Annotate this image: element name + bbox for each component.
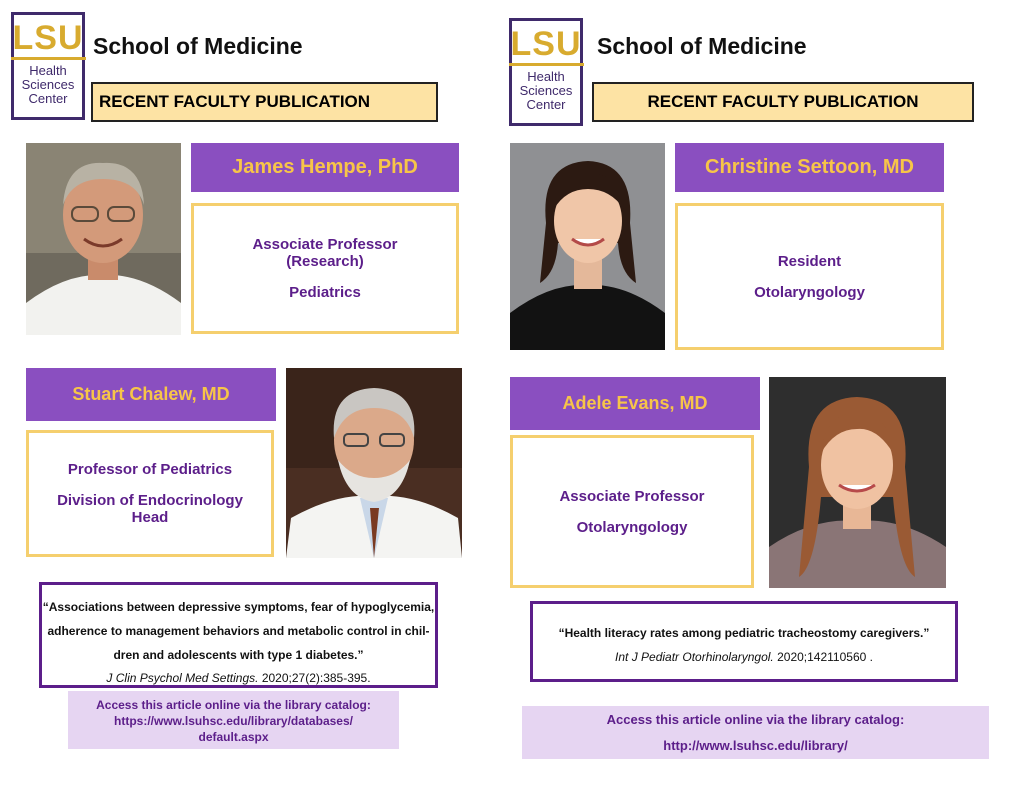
division: Division of Endocrinology [57,492,243,509]
department: Pediatrics [289,284,361,301]
logo-text: Health Sciences Center [519,69,573,112]
article-details: 2020;142110560 . [773,650,873,664]
article-details: 2020;27(2):385-395. [258,671,371,685]
access-label: Access this article online via the library catalog: [96,698,371,712]
journal-name: J Clin Psychol Med Settings. [106,671,259,685]
lsu-hsc-logo [11,12,85,120]
publication-banner: RECENT FACULTY PUBLICATION [592,82,974,122]
access-label: Access this article online via the library catalog: [606,712,905,727]
access-box [68,691,399,749]
department: Otolaryngology [754,283,865,301]
access-url-cont[interactable]: default.aspx [198,730,269,744]
title-line: (Research) [286,253,364,270]
info-box-chalew [26,430,274,557]
article-source [42,667,435,689]
title-line: Associate Professor [252,236,398,253]
name-bar-chalew: Stuart Chalew, MD [26,368,276,421]
access-link[interactable]: http://www.lsuhsc.edu/library/ [663,738,848,753]
division: Head [131,509,169,526]
portrait-photo-settoon [510,143,665,350]
lsu-hsc-logo [509,18,583,126]
journal-name: Int J Pediatr Otorhinolaryngol. [615,650,774,664]
portrait-photo-hempe [26,143,181,335]
info-box-settoon [675,203,944,350]
logo-mark: LSU [11,21,86,60]
citation-box [530,601,958,682]
access-url[interactable]: https://www.lsuhsc.edu/library/databases/ [114,714,353,728]
department: Otolaryngology [576,518,688,536]
access-box [522,706,989,759]
school-title: School of Medicine [597,33,807,59]
title-line: Associate Professor [559,487,705,505]
portrait-photo-evans [769,377,946,588]
article-title: “Health literacy rates among pediatric tracheostomy caregivers.” [558,626,930,640]
logo-mark: LSU [509,27,584,66]
citation-box [39,582,438,688]
title-line: Resident [777,252,842,270]
school-title: School of Medicine [93,33,303,59]
article-title: “Associations between depressive symptoms, fear of hypoglycemia, adherence to management behaviors and metabolic control in chil- dren and adolescents with type 1 diabetes.” [42,600,435,662]
name-bar-hempe: James Hempe, PhD [191,143,459,192]
info-box-hempe [191,203,459,334]
portrait-photo-chalew [286,368,462,558]
name-bar-evans: Adele Evans, MD [510,377,760,430]
logo-text: Health Sciences Center [21,63,75,106]
article-source [533,648,955,666]
title-line: Professor of Pediatrics [67,461,233,478]
name-bar-settoon: Christine Settoon, MD [675,143,944,192]
info-box-evans [510,435,754,588]
publication-banner: RECENT FACULTY PUBLICATION [91,82,438,122]
